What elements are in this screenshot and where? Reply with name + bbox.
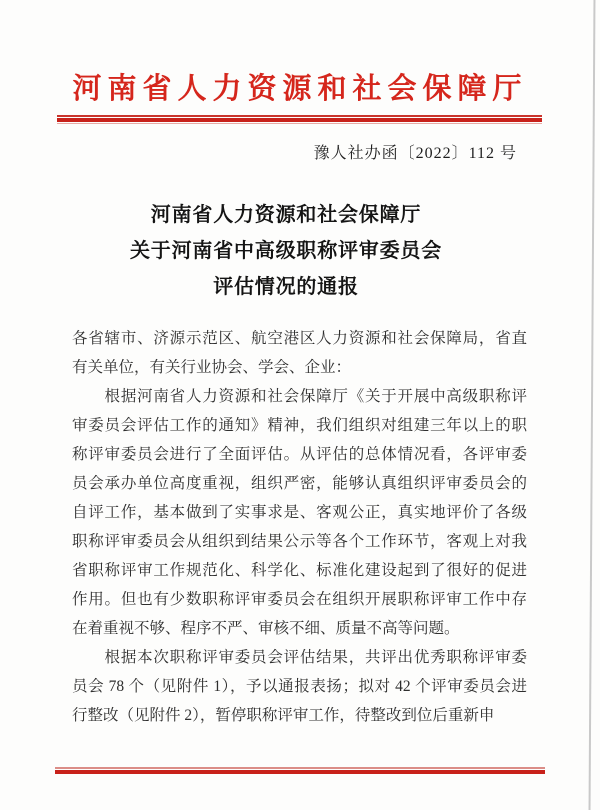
document-title [0,197,572,305]
body-line: 根据本次职称评审委员会评估结果，共评出优秀职称评审委 [72,649,527,666]
body-line: 职称评审委员会从组织到结果公示等各个工作环节，客观上对我 [72,533,527,550]
body-line: 审委员会评估工作的通知》精神，我们组织对组建三年以上的职 [72,417,527,434]
body-line: 员会承办单位高度重视，组织严密，能够认真组织评审委员会的 [72,475,527,492]
document-title-line-1: 河南省人力资源和社会保障厅 [150,204,422,226]
document-title-line-3: 评估情况的通报 [213,276,359,298]
body-line: 省职称评审工作规范化、科学化、标准化建设起到了很好的促进 [72,562,527,579]
body-line: 自评工作，基本做到了实事求是、客观公正，真实地评价了各级 [72,504,527,521]
letterhead-agency-name: 河南省人力资源和社会保障厅 [72,73,528,105]
scan-page-edge [588,0,595,810]
body-line: 根据河南省人力资源和社会保障厅《关于开展中高级职称评 [72,388,527,405]
document-title-line-2: 关于河南省中高级职称评审委员会 [130,240,442,262]
body-line: 作用。但也有少数职称评审委员会在组织开展职称评审工作中存 [72,591,527,608]
footer-divider [55,767,545,774]
body-line: 称评审委员会进行了全面评估。从评估的总体情况看，各评审委 [72,446,527,463]
body-line: 有关单位，有关行业协会、学会、企业： [72,359,352,376]
body-line: 各省辖市、济源示范区、航空港区人力资源和社会保障局，省直 [72,330,527,347]
body-line: 员会 78 个（见附件 1），予以通报表扬；拟对 42 个评审委员会进 [72,678,527,695]
body-line: 在着重视不够、程序不严、审核不细、质量不高等问题。 [72,620,460,637]
letterhead-divider [57,115,542,124]
body-line: 行整改（见附件 2），暂停职称评审工作，待整改到位后重新申 [72,707,495,724]
document-body [72,324,527,730]
document-number: 豫人社办函〔2022〕112 号 [313,145,517,162]
